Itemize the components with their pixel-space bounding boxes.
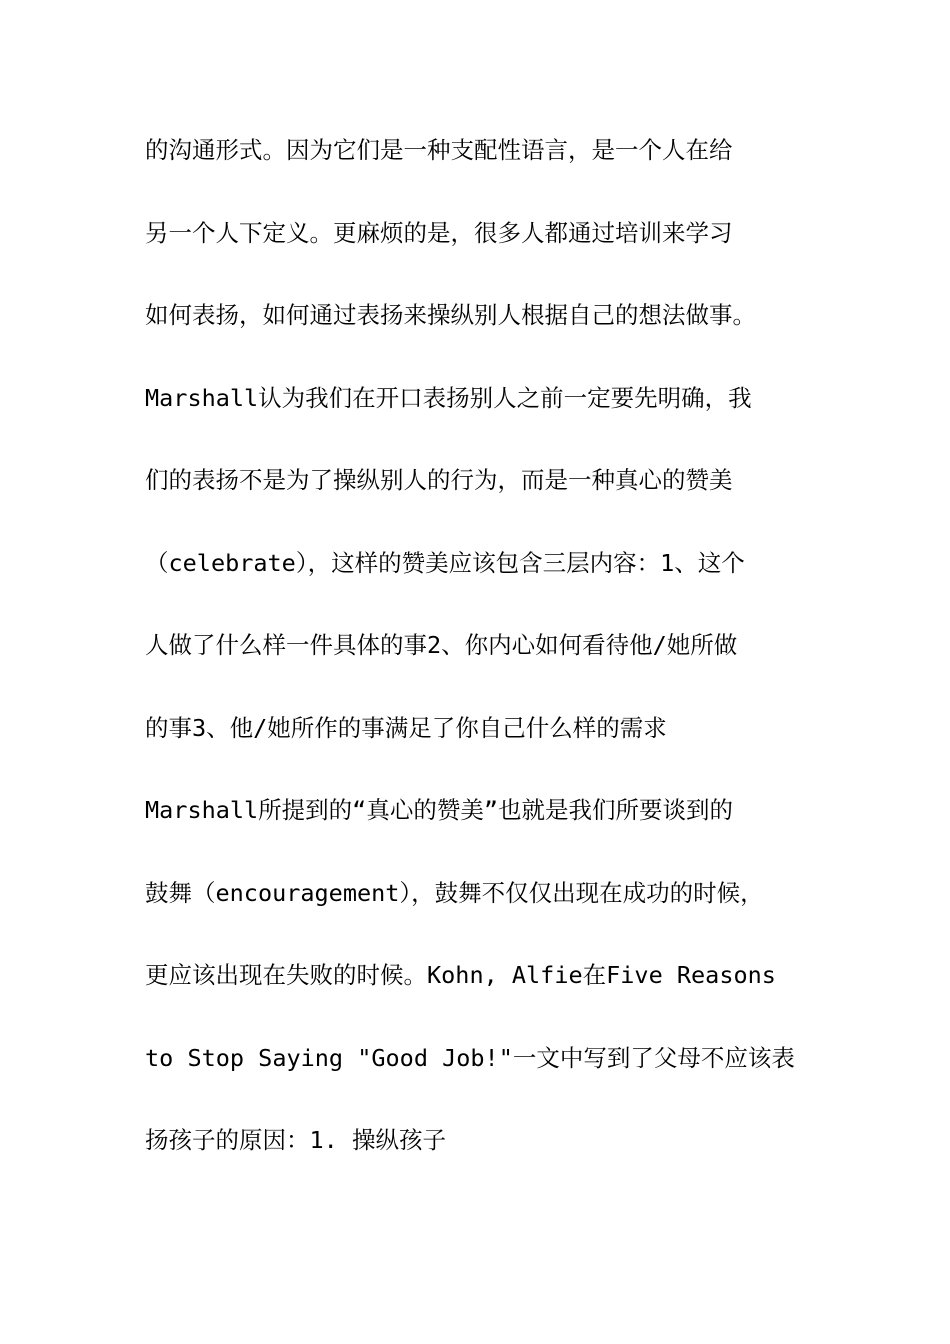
text-line: to Stop Saying "Good Job!"一文中写到了父母不应该表	[145, 1043, 795, 1072]
text-line: 鼓舞（encouragement），鼓舞不仅仅出现在成功的时候，	[145, 878, 764, 907]
text-line: 人做了什么样一件具体的事2、你内心如何看待他/她所做	[145, 631, 738, 659]
text-line: 的事3、他/她所作的事满足了你自己什么样的需求	[145, 713, 667, 742]
body-text	[145, 128, 810, 1201]
text-line: Marshall认为我们在开口表扬别人之前一定要先明确，我	[145, 383, 752, 412]
text-line: Marshall所提到的“真心的赞美”也就是我们所要谈到的	[145, 796, 733, 824]
text-line: 们的表扬不是为了操纵别人的行为，而是一种真心的赞美	[145, 466, 733, 494]
text-line: 的沟通形式。因为它们是一种支配性语言，是一个人在给	[145, 136, 733, 164]
text-line: 更应该出现在失败的时候。Kohn, Alfie在Five Reasons	[145, 961, 776, 989]
text-line: 如何表扬，如何通过表扬来操纵别人根据自己的想法做事。	[145, 301, 756, 329]
text-line: （celebrate），这样的赞美应该包含三层内容：1、这个	[145, 548, 745, 577]
text-line: 扬孩子的原因：1. 操纵孩子	[145, 1126, 446, 1154]
text-line: 另一个人下定义。更麻烦的是，很多人都通过培训来学习	[145, 218, 733, 247]
